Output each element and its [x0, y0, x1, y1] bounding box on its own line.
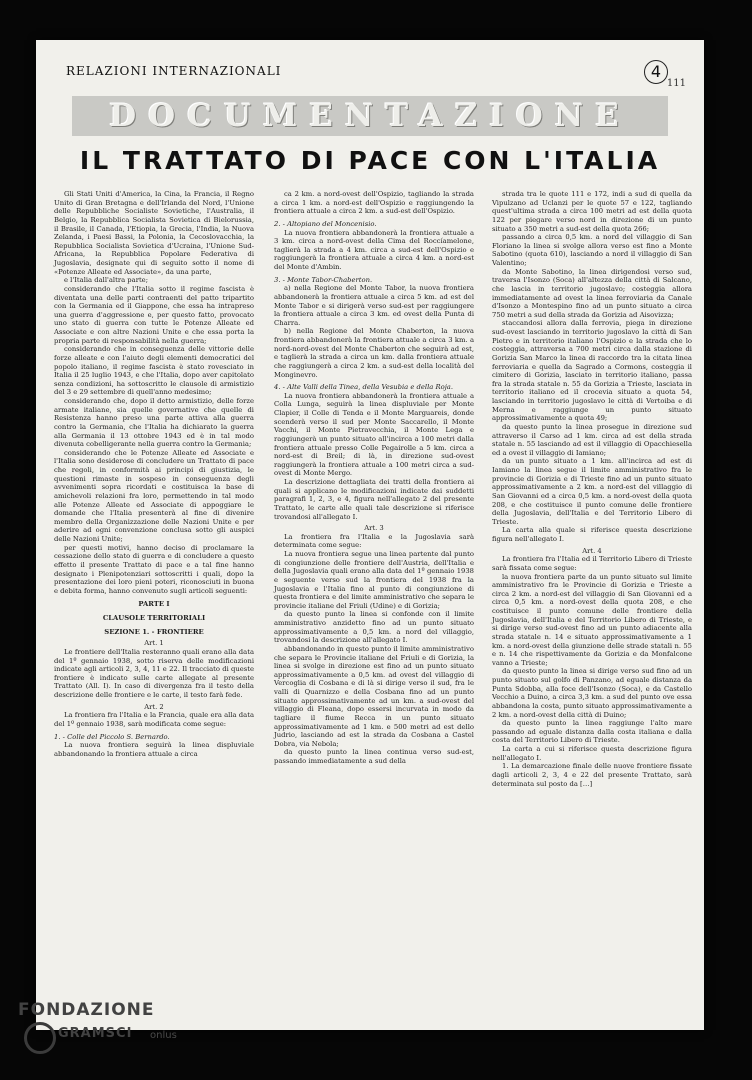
section-banner: DOCUMENTAZIONE: [72, 96, 668, 136]
article-heading: Art. 2: [144, 702, 164, 711]
paragraph: La frontiera fra l'Italia e la Francia, quale era alla data del 1º gennaio 1938, sarà modificata come segue:: [54, 711, 254, 728]
paragraph: strada tra le quote 111 e 172, indi a sud di quella da Vipulzano ad Uclanzi per le quote 57 e 122, tagliando quest'ultima strada a circa 100 metri ad est della quota 122 per piegare verso nord in direzione di un punto situato a 350 metri a sud-est della quota 266;: [492, 190, 692, 233]
text-column-right: [492, 190, 692, 788]
subsection-heading: 4. - Alte Valli della Tinea, della Vesubia e della Roja.: [274, 383, 454, 392]
paragraph: b) nella Regione del Monte Chaberton, la nuova frontiera abbandonerà la frontiera attuale a circa 3 km. a nord-nord-ovest del Monte Chaberton che seguirà ad est, e taglierà la strada a circa un km. dalla frontiera attuale che raggiungerà a circa 2 km. a sud-est della località del Monginevro.: [274, 327, 474, 379]
article-title: IL TRATTATO DI PACE CON L'ITALIA: [79, 146, 661, 175]
paragraph: da questo punto la linea raggiunge l'alto mare passando ad eguale distanza dalla costa italiana e dalla costa del Territorio Libero di Trieste.: [492, 719, 692, 745]
subsection-heading: 2. - Altopiano del Moncenisio.: [274, 219, 377, 228]
paragraph: La carta a cui si riferisce questa descrizione figura nell'allegato I.: [492, 745, 692, 762]
paragraph: La descrizione dettagliata dei tratti della frontiera ai quali si applicano le modificazioni indicate dai suddetti paragrafi 1, 2, 3, e 4, figura nell'allegato 2 del presente Trattato, le carte alle quali tale descrizione si riferisce trovandosi all'allegato I.: [274, 478, 474, 521]
paragraph: considerando che in conseguenza delle vittorie delle forze alleate e con l'aiuto degli elementi democratici del popolo italiano, il regime fascista è stato rovesciato in Italia il 25 luglio 1943, e che l'Italia, dopo aver capitolato senza condizioni, ha sottoscritto le clausole di armistizio del 3 e 29 settembre di quell'anno medesimo;: [54, 345, 254, 397]
paragraph: La nuova frontiera segue una linea partente dal punto di congiunzione delle frontiere dell'Austria, dell'Italia e della Jugoslavia quali erano alla data del 1º gennaio 1938 e seguente verso sud la frontiera del 1938 fra la Jugoslavia e l'Italia fino al punto di congiunzione di questa frontiera e del limite amministrativo che separa le provincie italiane del Friuli (Udine) e di Gorizia;: [274, 550, 474, 610]
paragraph: passando a circa 0,5 km. a nord del villaggio di San Floriano la linea si svolge allora verso est fino a Monte Sabotino (quota 610), lasciando a nord il villaggio di San Valentino;: [492, 233, 692, 267]
paragraph: staccandosi allora dalla ferrovia, piega in direzione sud-ovest lasciando in territorio jugoslavo la città di San Pietro e in territorio italiano l'Ospizio e la strada che lo costeggia, attraversa a 700 metri circa dalla stazione di Gorizia San Marco la linea di raccordo tra la citata linea ferroviaria e quella da Sagrado a Cormons, costeggia il cimitero di Gorizia, lasciato in territorio italiano, passa fra la strada statale n. 55 da Gorizia a Trieste, lasciata in territorio italiano ed il crocevia situato a quota 54, lasciando in territorio jugoslavo le città di Vertoiba e di Merna e raggiunge un punto situato approssimativamente a quota 49;: [492, 319, 692, 423]
paragraph: la nuova frontiera parte da un punto situato sul limite amministrativo fra le Provincie di Gorizia e Trieste a circa 2 km. a nord-est del villaggio di San Giovanni ed a circa 0,5 km. a nord-ovest della quota 208, e che costituisce il punto comune delle frontiere della Jugoslavia, dell'Italia e del Territorio Libero di Trieste, e si dirige verso sud-ovest fino ad un punto adiacente alla strada statale n. 14 e situato approssimativamente a 1 km. a nord-ovest della giunzione delle strade statali n. 55 e n. 14 che rispettivamente da Gorizia e da Monfalcone vanno a Trieste;: [492, 572, 692, 667]
circled-number-mark: 4: [644, 60, 668, 84]
article-heading: Art. 1: [144, 639, 164, 648]
text-column-left: [54, 190, 254, 758]
paragraph: considerando che, dopo il detto armistizio, delle forze armate italiane, sia quelle governative che quelle di Resistenza hanno preso una parte attiva alla guerra contro la Germania, che l'Italia ha dichiarato la guerra alla Germania il 13 ottobre 1943 ed è in tal modo divenuta cobelligerante nella guerra contro la Germania;: [54, 397, 254, 449]
paragraph: La frontiera fra l'Italia e la Jugoslavia sarà determinata come segue:: [274, 532, 474, 550]
paragraph: da questo punto la linea prosegue in direzione sud attraverso il Carso ad 1 km. circa ad est della strada statale n. 55 lasciando ad est il villaggio di Opacchiesella ed a ovest il villaggio di Iamiano;: [492, 422, 692, 457]
subsection-heading: 1. - Colle del Piccolo S. Bernardo.: [54, 732, 170, 741]
paragraph: da Monte Sabotino, la linea dirigendosi verso sud, traversa l'Isonzo (Soca) all'altezza della città di Salcano, che lascia in territorio jugoslavo; costeggia allora immediatamente ad ovest la linea ferroviaria da Canale d'Isonzo a Montespino fino ad un punto situato a circa 750 metri a sud della strada da Gorizia ad Aisovizza;: [492, 267, 692, 319]
running-header: RELAZIONI INTERNAZIONALI: [66, 64, 282, 78]
section-heading: SEZIONE 1. - FRONTIERE: [104, 627, 204, 636]
paragraph: da questo punto la linea si dirige verso sud fino ad un punto situato sul golfo di Panzano, ad eguale distanza da Punta Sdobba, alla foce dell'Isonzo (Soca), e da Castello Vecchio a Duino, a circa 3,3 km. a sud del punto ove essa abbandona la costa, punto situato approssimativamente a 2 km. a nord-ovest della città di Duino;: [492, 667, 692, 719]
page-number: 111: [666, 78, 686, 89]
watermark-onlus: onlus: [150, 1030, 177, 1041]
paragraph: a) nella Regione del Monte Tabor, la nuova frontiera abbandonerà la frontiera attuale a circa 5 km. ad est del Monte Tabor e si dirigerà verso sud-est per raggiungere la frontiera attuale a circa 3 km. ed ovest della Punta di Charra.: [274, 284, 474, 327]
paragraph: La carta alla quale si riferisce questa descrizione figura nell'allegato I.: [492, 526, 692, 543]
paragraph: La nuova frontiera abbandonerà la frontiera attuale a Colla Lunga, seguirà la linea displuviale per Monte Clapier, il Colle di Tenda e il Monte Marguareis, donde scenderà verso il sud per Monte Saccarello, il Monte Vacchi, il Monte Pietravecchia, il Monte Lega e raggiungerà un punto situato all'incirca a 100 metri dalla frontiera attuale presso Colle Pegairolle a 5 km. circa a nord-est di Breil; di là, in direzione sud-ovest raggiungerà la frontiera attuale a 100 metri circa a sud-ovest di Monte Mergo.: [274, 391, 474, 478]
paragraph: e l'Italia dall'altra parte;: [64, 276, 148, 285]
paragraph: da questo punto la linea continua verso sud-est, passando immediatamente a sud della: [274, 748, 474, 765]
paragraph: 1. La demarcazione finale delle nuove frontiere fissate dagli articoli 2, 3, 4 e 22 del presente Trattato, sarà determinata sul posto da […]: [492, 762, 692, 788]
watermark-gramsci: GRAMSCI: [58, 1026, 133, 1041]
paragraph: La nuova frontiera seguirà la linea displuviale abbandonando la frontiera attuale a circa: [54, 741, 254, 758]
paragraph: Le frontiere dell'Italia resteranno quali erano alla data del 1º gennaio 1938, sotto riserva delle modificazioni indicate agli articoli 2, 3, 4, 11 e 22. Il tracciato di queste frontiere è indicato sulle carte allegate al presente Trattato (All. I). In caso di divergenza fra il testo della descrizione delle frontiere e le carte, il testo farà fede.: [54, 647, 254, 699]
article-heading: Art. 4: [582, 546, 602, 555]
paragraph: considerando che l'Italia sotto il regime fascista è diventata una delle parti contraenti del patto tripartito con la Germania ed il Giappone, che essa ha intrapreso una guerra d'aggressione e, per questo fatto, provocato uno stato di guerra con tutte le Potenze Alleate ed Associate e con altre Nazioni Unite e che essa porta la propria parte di responsabilità nella guerra;: [54, 284, 254, 345]
section-heading: CLAUSOLE TERRITORIALI: [102, 614, 206, 622]
paragraph: per questi motivi, hanno deciso di proclamare la cessazione dello stato di guerra e di concludere a questo effetto il presente Trattato di pace e a tal fine hanno designato i Plenipotenziari sottoscritti i quali, dopo la presentazione dei loro pieni poteri, riconosciuti in buona e debita forma, hanno convenuto sugli articoli seguenti:: [54, 543, 254, 595]
paragraph: da questo punto la linea si confonde con il limite amministrativo anzidetto fino ad un punto situato approssimativamente a 0,5 km. a nord del villaggio, trovandosi la descrizione all'allegato I.: [274, 610, 474, 645]
paragraph: da un punto situato a 1 km. all'incirca ad est di Iamiano la linea segue il limite amministrativo fra le provincie di Gorizia e di Trieste fino ad un punto situato approssimativamente a 2 km. a nord-est del villaggio di San Giovanni ed a circa 0,5 km. a nord-ovest della quota 208, e che costituisce il punto comune delle frontiere della Jugoslavia, dell'Italia e del Territorio Libero di Trieste.: [492, 457, 692, 526]
watermark-fondazione: FONDAZIONE: [18, 1000, 155, 1020]
article-heading: Art. 3: [364, 524, 384, 533]
paragraph: La nuova frontiera abbandonerà la frontiera attuale a 3 km. circa a nord-ovest della Cima del Roccíamelone, taglierà la strada a 4 km. circa a sud-est dell'Ospizio e raggiungerà la frontiera attuale a circa 4 km. a nord-est del Monte d'Ambin.: [274, 228, 474, 271]
section-heading: PARTE I: [138, 600, 170, 609]
paragraph: La frontiera fra l'Italia ed il Territorio Libero di Trieste sarà fissata come segue:: [492, 555, 692, 572]
paragraph: considerando che le Potenze Alleate ed Associate e l'Italia sono desiderose di concludere un Trattato di pace che regoli, in conformità ai principi di giustizia, le questioni rimaste in sospeso in conseguenza degli avvenimenti sopra ricordati e costituisca la base di amichevoli relazioni fra loro, permettendo in tal modo alle Potenze Alleate ed Associate di appoggiare le domande che l'Italia presenterà al fine di divenire membro della Organizzazione delle Nazioni Unite e per aderire ad ogni convenzione conclusa sotto gli auspici delle Nazioni Unite;: [54, 448, 254, 543]
watermark-logo-icon: [24, 1022, 56, 1054]
paragraph: Gli Stati Uniti d'America, la Cina, la Francia, il Regno Unito di Gran Bretagna e dell'Irlanda del Nord, l'Unione delle Repubbliche Socialiste Sovietiche, l'Australia, il Belgio, la Repubblica Socialista Sovietica di Bielorussia, il Brasile, il Canada, l'Etiopia, la Grecia, l'India, la Nuova Zelanda, i Paesi Bassi, la Polonia, la Cecoslovacchia, la Repubblica Socialista Sovietica d'Ucraina, l'Unione Sud-Africana, la Repubblica Popolare Federativa di Jugoslavia, designate qui di seguito sotto il nome di «Potenze Alleate ed Associate», da una parte,: [54, 190, 254, 276]
text-column-middle: [274, 190, 474, 766]
paragraph: abbandonando in questo punto il limite amministrativo che separa le Provincie italiane del Friuli e di Gorizia, la linea si svolge in direzione est fino ad un punto situato approssimativamente a 0,5 km. ad ovest del villaggio di Vercoglia di Cosbana e di là si dirige verso il sud, fra le valli di Quarnizzo e della Cosbana fino ad un punto situato approssimativamente ad un km. a sud-ovest del villaggio di Fleana, dopo essersi incurvata in modo da tagliare il fiume Recca in un punto situato approssimativamente ad 1 km. e 500 metri ad est dello Judrio, lasciando ad est la strada da Cosbana a Castel Dobra, via Nebola;: [274, 644, 474, 748]
paragraph: ca 2 km. a nord-ovest dell'Ospizio, tagliando la strada a circa 1 km. a nord-est dell'Ospizio e raggiungendo la frontiera attuale a circa 2 km. a sud-est dell'Ospizio.: [274, 190, 474, 216]
subsection-heading: 3. - Monte Tabor-Chaberton.: [274, 275, 373, 284]
document-page: [36, 40, 704, 1030]
